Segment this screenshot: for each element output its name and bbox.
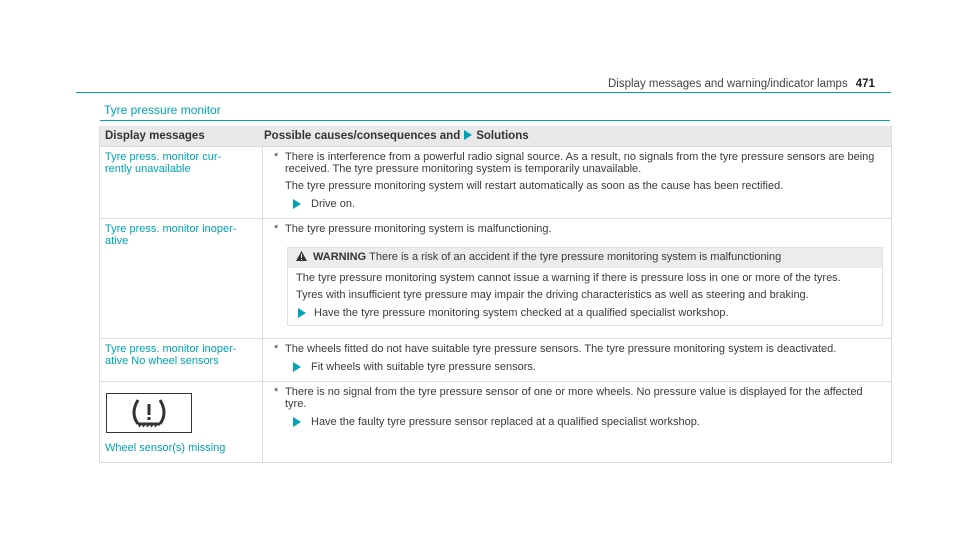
running-title: Display messages and warning/indicator lamps	[608, 78, 848, 90]
arrow-right-icon	[293, 417, 301, 427]
action-step	[285, 416, 883, 428]
warning-body	[288, 268, 882, 325]
cause-item	[274, 343, 883, 373]
warning-header	[288, 248, 882, 268]
table-row	[100, 146, 891, 218]
warning-box	[287, 247, 883, 326]
action-step	[296, 307, 874, 319]
warning-title: WARNING	[313, 251, 367, 263]
cause-text: The wheels fitted do not have suitable tyre pressure sensors. The tyre pressure monitoring system is deactivated.	[285, 343, 837, 355]
bullet-asterisk: *	[274, 386, 279, 398]
action-step	[285, 198, 883, 210]
action-text: Drive on.	[311, 198, 356, 210]
warning-triangle-icon	[296, 251, 307, 261]
warning-body-text: The tyre pressure monitoring system cannot issue a warning if there is pressure loss in one or more of the tyres.	[296, 272, 841, 284]
column-header-causes-label: Possible causes/consequences and	[264, 130, 461, 142]
cause-item	[274, 223, 883, 326]
cause-text: There is interference from a powerful radio signal source. As a result, no signals from the tyre pressure sensors are being received. The tyre pressure monitoring system is temporarily unavailable.	[285, 151, 875, 175]
warning-text: There is a risk of an accident if the tyre pressure monitoring system is malfunctioning	[369, 251, 782, 263]
header-rule	[76, 92, 891, 93]
causes-cell	[263, 147, 891, 218]
cause-item	[274, 151, 883, 210]
section-rule	[100, 120, 890, 121]
action-text: Have the tyre pressure monitoring system checked at a qualified specialist workshop.	[314, 307, 729, 319]
cause-text: There is no signal from the tyre pressure sensor of one or more wheels. No pressure value is displayed for the affected tyre.	[285, 386, 863, 410]
display-message: Wheel sensor(s) missing	[105, 442, 226, 454]
cause-item	[274, 386, 883, 428]
cause-text: The tyre pressure monitoring system is malfunctioning.	[285, 223, 552, 235]
display-message: Tyre press. monitor inoper- ative No wheel sensors	[100, 339, 263, 381]
causes-cell	[263, 382, 891, 462]
display-message-cell	[100, 382, 263, 462]
table-header	[100, 126, 891, 146]
column-header-solutions-label: Solutions	[476, 130, 529, 142]
action-step	[285, 361, 883, 373]
arrow-right-icon	[293, 199, 301, 209]
display-message: Tyre press. monitor inoper- ative	[100, 219, 263, 338]
table-row	[100, 381, 891, 462]
causes-cell	[263, 339, 891, 381]
action-text: Have the faulty tyre pressure sensor replaced at a qualified specialist workshop.	[311, 416, 700, 428]
bullet-asterisk: *	[274, 343, 279, 355]
display-message: Tyre press. monitor cur- rently unavailable	[100, 147, 263, 218]
page-number: 471	[855, 78, 875, 90]
action-text: Fit wheels with suitable tyre pressure sensors.	[311, 361, 536, 373]
messages-table	[99, 126, 892, 463]
bullet-asterisk: *	[274, 223, 279, 235]
column-header-display: Display messages	[105, 130, 205, 142]
running-header	[608, 78, 875, 90]
tyre-pressure-warning-icon	[106, 393, 262, 436]
table-row	[100, 218, 891, 338]
table-row	[100, 338, 891, 381]
arrow-right-icon	[464, 130, 472, 140]
warning-body-text: Tyres with insufficient tyre pressure may impair the driving characteristics as well as steering and braking.	[296, 289, 809, 301]
arrow-right-icon	[293, 362, 301, 372]
cause-note: The tyre pressure monitoring system will restart automatically as soon as the cause has been rectified.	[285, 180, 784, 192]
causes-cell	[263, 219, 891, 338]
section-title: Tyre pressure monitor	[104, 103, 221, 117]
arrow-right-icon	[298, 308, 306, 318]
bullet-asterisk: *	[274, 151, 279, 163]
column-header-causes	[262, 130, 891, 142]
